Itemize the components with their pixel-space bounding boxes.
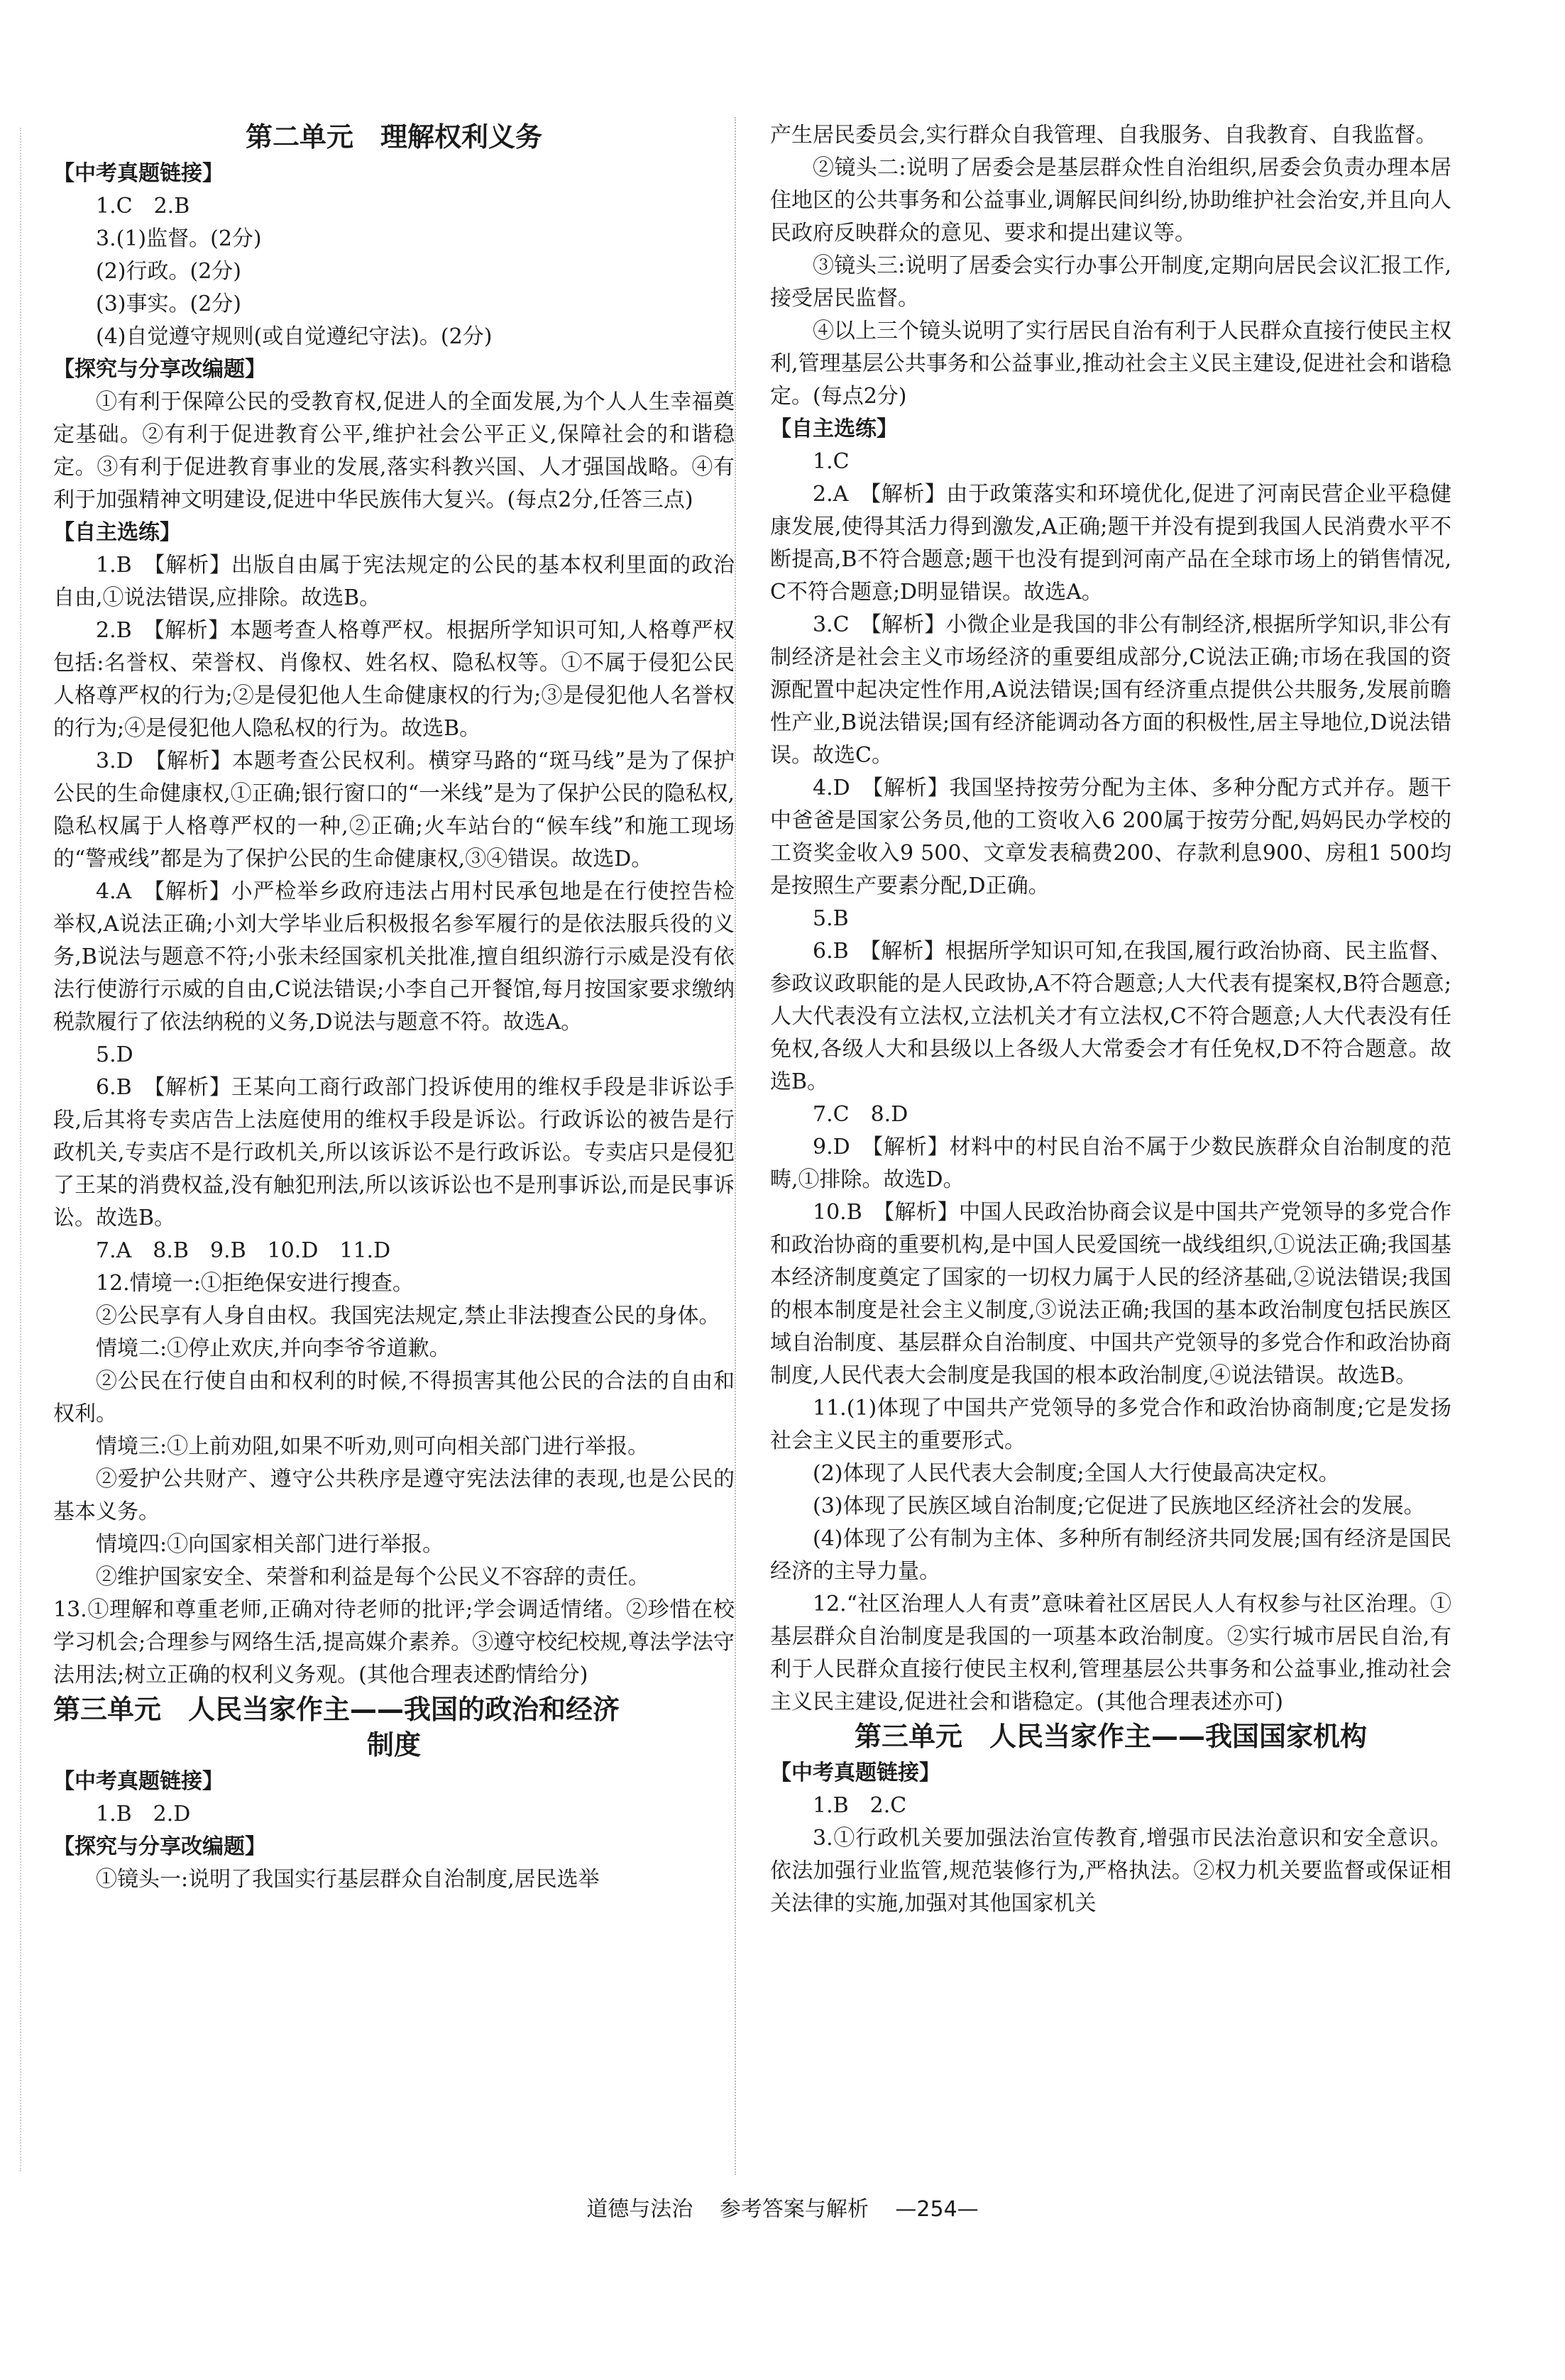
answer-paragraph: 情境四:①向国家相关部门进行举报。 (96, 1532, 444, 1557)
answer-paragraph: 1.C 2.B (96, 194, 190, 219)
unit-heading-continuation: 制度 (366, 1729, 421, 1761)
answer-paragraph: 3.①行政机关要加强法治宣传教育,增强市民法治意识和安全意识。依法加强行业监管,规范装修行为,严格执法。②权力机关要监督或保证相关法律的实施,加强对其他国家机关 (770, 1826, 1451, 1916)
answer-paragraph: 情境二:①停止欢庆,并向李爷爷道歉。 (96, 1336, 451, 1361)
answer-paragraph: 5.D (96, 1042, 133, 1067)
answer-paragraph: 4.D 【解析】我国坚持按劳分配为主体、多种分配方式并存。题干中爸爸是国家公务员,他的工资收入6 200属于按劳分配,妈妈民办学校的工资奖金收入9 500、文章发表稿费200、存款利息900、房租1 500均是按照生产要素分配,D正确。 (770, 776, 1451, 898)
answer-paragraph: 1.B 【解析】出版自由属于宪法规定的公民的基本权利里面的政治自由,①说法错误,应排除。故选B。 (53, 553, 735, 610)
answer-paragraph: ②公民享有人身自由权。我国宪法规定,禁止非法搜查公民的身体。 (96, 1304, 720, 1328)
answer-paragraph: 12.情境一:①拒绝保安进行搜查。 (96, 1271, 414, 1296)
answer-paragraph: 产生居民委员会,实行群众自我管理、自我服务、自我教育、自我监督。 (770, 123, 1437, 148)
section-heading: 【探究与分享改编题】 (53, 357, 266, 382)
answer-paragraph: 1.B 2.D (96, 1802, 191, 1827)
right-column (770, 119, 1451, 1920)
answer-paragraph: 7.C 8.D (813, 1102, 908, 1127)
answer-paragraph: 3.(1)监督。(2分) (96, 226, 262, 251)
answer-paragraph: 1.B 2.C (813, 1793, 907, 1818)
answer-paragraph: ①镜头一:说明了我国实行基层群众自治制度,居民选举 (96, 1867, 600, 1892)
answer-paragraph: ②爱护公共财产、遵守公共秩序是遵守宪法法律的表现,也是公民的基本义务。 (53, 1467, 735, 1524)
margin-dotted-line (20, 128, 21, 2171)
answer-paragraph: 7.A 8.B 9.B 10.D 11.D (96, 1238, 391, 1263)
section-heading: 【自主选练】 (53, 520, 181, 545)
section-heading: 【中考真题链接】 (53, 161, 224, 186)
answer-paragraph: (4)自觉遵守规则(或自觉遵纪守法)。(2分) (96, 324, 493, 349)
answer-paragraph: 3.D 【解析】本题考查公民权利。横穿马路的“斑马线”是为了保护公民的生命健康权,①正确;银行窗口的“一米线”是为了保护公民的隐私权,隐私权属于人格尊严权的一种,②正确;火车站台的“候车线”和施工现场的“警戒线”都是为了保护公民的生命健康权,③④错误。故选D。 (53, 749, 735, 871)
answer-paragraph: 9.D 【解析】材料中的村民自治不属于少数民族群众自治制度的范畴,①排除。故选D。 (770, 1135, 1451, 1192)
answer-paragraph: (2)行政。(2分) (96, 259, 241, 284)
answer-paragraph: ②镜头二:说明了居委会是基层群众性自治组织,居委会负责办理本居住地区的公共事务和公益事业,调解民间纠纷,协助维护社会治安,并且向人民政府反映群众的意见、要求和提出建议等。 (770, 155, 1451, 246)
answer-paragraph: 13.①理解和尊重老师,正确对待老师的批评;学会调适情绪。②珍惜在校学习机会;合理参与网络生活,提高媒介素养。③遵守校纪校规,尊法学法守法用法;树立正确的权利义务观。(其他合理表述酌情给分) (53, 1597, 735, 1687)
answer-paragraph: 1.C (813, 449, 850, 474)
answer-paragraph: ④以上三个镜头说明了实行居民自治有利于人民群众直接行使民主权利,管理基层公共事务和公益事业,推动社会主义民主建设,促进社会和谐稳定。(每点2分) (770, 319, 1451, 409)
section-heading: 【中考真题链接】 (53, 1769, 224, 1794)
unit-heading: 第三单元 人民当家作主——我国国家机构 (854, 1721, 1367, 1752)
answer-paragraph: (3)事实。(2分) (96, 292, 241, 316)
answer-paragraph: 2.A 【解析】由于政策落实和环境优化,促进了河南民营企业平稳健康发展,使得其活力得到激发,A正确;题干并没有提到我国人民消费水平不断提高,B不符合题意;题干也没有提到河南产品在全球市场上的销售情况,C不符合题意;D明显错误。故选A。 (770, 482, 1451, 605)
answer-paragraph: (2)体现了人民代表大会制度;全国人大行使最高决定权。 (813, 1461, 1340, 1486)
answer-paragraph: 6.B 【解析】王某向工商行政部门投诉使用的维权手段是非诉讼手段,后其将专卖店告上法庭使用的维权手段是诉讼。行政诉讼的被告是行政机关,专卖店不是行政机关,所以该诉讼不是行政诉讼。专卖店只是侵犯了王某的消费权益,没有触犯刑法,所以该诉讼也不是刑事诉讼,而是民事诉讼。故选B。 (53, 1075, 735, 1230)
answer-paragraph: (4)体现了公有制为主体、多种所有制经济共同发展;国有经济是国民经济的主导力量。 (770, 1526, 1451, 1584)
page-footer (0, 2191, 1565, 2222)
unit-heading (53, 1692, 735, 1763)
answer-paragraph: 11.(1)体现了中国共产党领导的多党合作和政治协商制度;它是发扬社会主义民主的重要形式。 (770, 1396, 1451, 1453)
answer-paragraph: ③镜头三:说明了居委会实行办事公开制度,定期向居民会议汇报工作,接受居民监督。 (770, 253, 1451, 311)
answer-paragraph: ②公民在行使自由和权利的时候,不得损害其他公民的合法的自由和权利。 (53, 1369, 735, 1426)
answer-paragraph: 情境三:①上前劝阻,如果不听劝,则可向相关部门进行举报。 (96, 1434, 649, 1459)
answer-paragraph: (3)体现了民族区域自治制度;它促进了民族地区经济社会的发展。 (813, 1494, 1425, 1519)
footer-page-number: —254— (895, 2197, 979, 2222)
answer-paragraph: 6.B 【解析】根据所学知识可知,在我国,履行政治协商、民主监督、参政议政职能的是人民政协,A不符合题意;人大代表有提案权,B符合题意;人大代表没有立法权,立法机关才有立法权,C不符合题意;人大代表没有任免权,各级人大和县级以上各级人大常委会才有任免权,D不符合题意。故选B。 (770, 939, 1451, 1094)
section-heading: 【中考真题链接】 (770, 1761, 940, 1785)
answer-paragraph: 3.C 【解析】小微企业是我国的非公有制经济,根据所学知识,非公有制经济是社会主义市场经济的重要组成部分,C说法正确;市场在我国的资源配置中起决定性作用,A说法错误;国有经济重点提供公共服务,发展前瞻性产业,B说法错误;国有经济能调动各方面的积极性,居主导地位,D说法错误。故选C。 (770, 612, 1451, 768)
footer-subject: 道德与法治 (586, 2197, 693, 2222)
unit-heading-line: 第三单元 人民当家作主——我国的政治和经济 (53, 1694, 620, 1725)
answer-paragraph: 10.B 【解析】中国人民政治协商会议是中国共产党领导的多党合作和政治协商的重要机构,是中国人民爱国统一战线组织,①说法正确;我国基本经济制度奠定了国家的一切权力属于人民的经济基础,②说法错误;我国的根本制度是社会主义制度,③说法正确;我国的基本政治制度包括民族区域自治制度、基层群众自治制度、中国共产党领导的多党合作和政治协商制度,人民代表大会制度是我国的根本政治制度,④说法错误。故选B。 (770, 1200, 1451, 1388)
answer-paragraph: ②维护国家安全、荣誉和利益是每个公民义不容辞的责任。 (96, 1565, 649, 1590)
answer-paragraph: 4.A 【解析】小严检举乡政府违法占用村民承包地是在行使控告检举权,A说法正确;小刘大学毕业后积极报名参军履行的是依法服兵役的义务,B说法与题意不符;小张未经国家机关批准,擅自组织游行示威是没有依法行使游行示威的自由,C说法错误;小李自己开餐馆,每月按国家要求缴纳税款履行了依法纳税的义务,D说法与题意不符。故选A。 (53, 879, 735, 1035)
footer-label: 参考答案与解析 (719, 2197, 869, 2222)
section-heading: 【自主选练】 (770, 417, 898, 441)
answer-paragraph: 5.B (813, 906, 849, 931)
column-divider (735, 117, 736, 2175)
answer-paragraph: ①有利于保障公民的受教育权,促进人的全面发展,为个人人生幸福奠定基础。②有利于促进教育公平,维护社会公平正义,保障社会的和谐稳定。③有利于促进教育事业的发展,落实科教兴国、人才强国战略。④有利于加强精神文明建设,促进中华民族伟大复兴。(每点2分,任答三点) (53, 390, 735, 512)
unit-heading: 第二单元 理解权利义务 (245, 121, 542, 153)
section-heading: 【探究与分享改编题】 (53, 1834, 266, 1859)
answer-paragraph: 2.B 【解析】本题考查人格尊严权。根据所学知识可知,人格尊严权包括:名誉权、荣誉权、肖像权、姓名权、隐私权等。①不属于侵犯公民人格尊严权的行为;②是侵犯他人生命健康权的行为;③是侵犯他人名誉权的行为;④是侵犯他人隐私权的行为。故选B。 (53, 618, 735, 741)
left-column (53, 119, 735, 1896)
answer-paragraph: 12.“社区治理人人有责”意味着社区居民人人有权参与社区治理。①基层群众自治制度是我国的一项基本政治制度。②实行城市居民自治,有利于人民群众直接行使民主权利,管理基层公共事务和公益事业,推动社会主义民主建设,促进社会和谐稳定。(其他合理表述亦可) (770, 1592, 1451, 1714)
